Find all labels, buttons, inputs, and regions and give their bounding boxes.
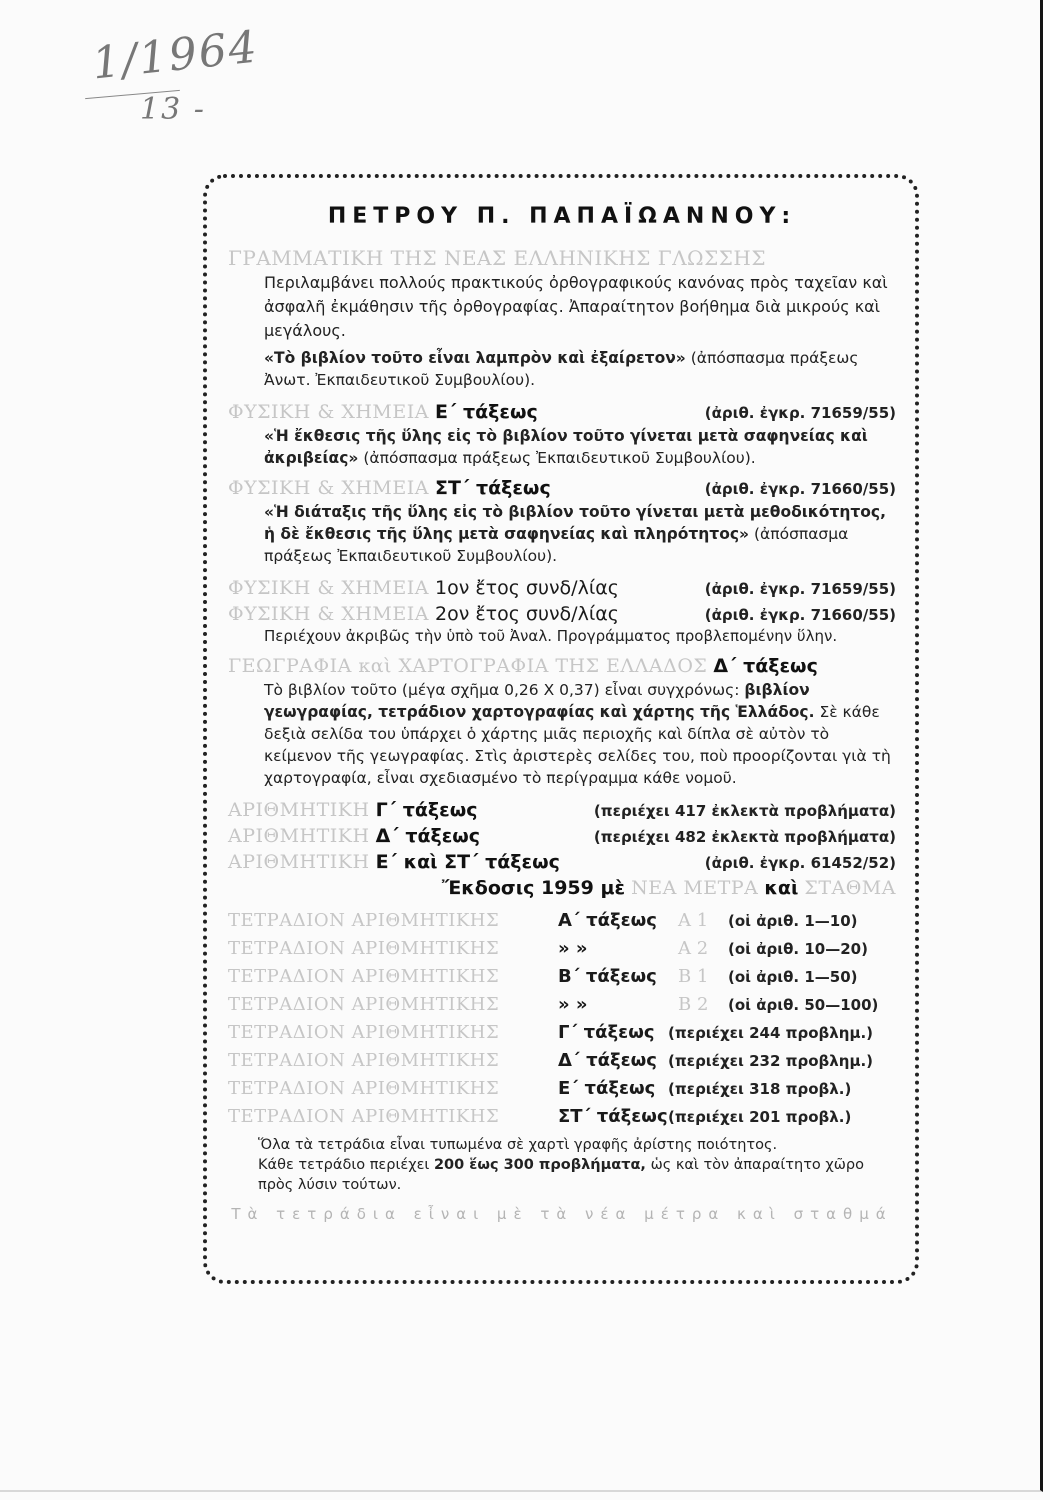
geography-desc-b: Σὲ κάθε δεξιὰ σελίδα του ὑπάρχει ὁ χάρτης μιᾶς περιοχῆς καὶ δίπλα σὲ αὐτὸν τὸ κείμενον τῆς γεωγραφίας. Στὶς ἀριστερὲς σελίδες του, ποὺ προορίζονται γιὰ τὴ χαρτογραφία, εἶναι σχεδιασμένο τὸ περίγραμμα κάθε νομοῦ. [264, 703, 891, 787]
physics-approval: (ἀριθ. ἐγκρ. 71659/55) [704, 580, 896, 598]
notebook-note-line1: Ὅλα τὰ τετράδια εἶναι τυπωμένα σὲ χαρτὶ γραφῆς ἀρίστης ποιότητος. [258, 1137, 778, 1153]
notebook-list [228, 907, 896, 1131]
edition-new-measures: ΝΕΑ ΜΕΤΡΑ [631, 877, 759, 899]
arithmetic-info: (περιέχει 482 ἐκλεκτὰ προβλήματα) [593, 828, 896, 846]
physics-entry-3 [228, 575, 896, 601]
handwritten-date: 1/1964 [89, 21, 262, 90]
arithmetic-entry-3 [228, 849, 896, 875]
notebook-note-line2 [258, 1155, 896, 1195]
physics-entry-4 [228, 601, 896, 627]
physics-quote-text: «Ἡ διάταξις τῆς ὕλης εἰς τὸ βιβλίον τοῦτο γίνεται μετὰ μεθοδικότητος, ἡ δὲ ἔκθεσις τῆς ὕλης μετὰ σαφηνείας καὶ πληρότητος» [264, 503, 886, 543]
handwritten-number: 13 - [140, 92, 206, 127]
notebook-code: Α 1 [678, 910, 709, 931]
notebook-info: (οἱ ἀριθ. 1—10) [728, 912, 858, 930]
grammar-quote-source: (ἀπόσπασμα πράξεως Ἀνωτ. Ἐκπαιδευτικοῦ Συμβουλίου). [264, 349, 859, 389]
notebook-title: ΤΕΤΡΑΔΙΟΝ ΑΡΙΘΜΗΤΙΚΗΣ [228, 1050, 500, 1071]
notebook-row [228, 1047, 896, 1075]
notebook-note-line2b: ὡς καὶ τὸν ἀπαραίτητο χῶρο πρὸς λύσιν τούτων. [258, 1157, 864, 1193]
physics-entry-1 [228, 399, 896, 425]
notebook-title: ΤΕΤΡΑΔΙΟΝ ΑΡΙΘΜΗΤΙΚΗΣ [228, 910, 500, 931]
notebook-code: Β 1 [678, 966, 709, 987]
notebook-title: ΤΕΤΡΑΔΙΟΝ ΑΡΙΘΜΗΤΙΚΗΣ [228, 1022, 500, 1043]
physics-title: ΦΥΣΙΚΗ & ΧΗΜΕΙΑ [228, 401, 429, 423]
physics-approval: (ἀριθ. ἐγκρ. 71660/55) [704, 480, 896, 498]
notebook-grade: Δ΄ τάξεως [558, 1050, 657, 1071]
notebook-row [228, 1075, 896, 1103]
physics-entry-2 [228, 475, 896, 501]
arithmetic-grade: Ε΄ καὶ ΣΤ΄ τάξεως [375, 851, 560, 873]
notebook-row [228, 991, 896, 1019]
grammar-quote [264, 347, 896, 391]
notebook-info: (περιέχει 318 προβλ.) [668, 1080, 852, 1098]
notebook-grade: Ε΄ τάξεως [558, 1078, 656, 1099]
notebook-info: (περιέχει 201 προβλ.) [668, 1108, 852, 1126]
physics-quote-text: «Ἡ ἔκθεσις τῆς ὕλης εἰς τὸ βιβλίον τοῦτο γίνεται μετὰ σαφηνείας καὶ ἀκριβείας» [264, 427, 868, 467]
catalog-content [228, 198, 896, 1223]
geography-heading [228, 653, 896, 679]
notebook-info: (οἱ ἀριθ. 1—50) [728, 968, 858, 986]
edition-line [228, 875, 896, 901]
physics-quote-source: (ἀπόσπασμα πράξεως Ἐκπαιδευτικοῦ Συμβουλίου). [264, 525, 849, 565]
physics-title: ΦΥΣΙΚΗ & ΧΗΜΕΙΑ [228, 603, 429, 625]
edition-and: καὶ [764, 877, 799, 899]
physics-approval: (ἀριθ. ἐγκρ. 71660/55) [704, 606, 896, 624]
notebook-title: ΤΕΤΡΑΔΙΟΝ ΑΡΙΘΜΗΤΙΚΗΣ [228, 966, 500, 987]
grammar-description: Περιλαμβάνει πολλούς πρακτικούς ὀρθογραφικούς κανόνας πρὸς ταχεῖαν καὶ ἀσφαλῆ ἐκμάθησιν τῆς ὀρθογραφίας. Ἀπαραίτητον βοήθημα διὰ μικρούς καὶ μεγάλους. [264, 273, 888, 340]
arithmetic-grade: Δ΄ τάξεως [375, 825, 481, 847]
physics-note: Περιέχουν ἀκριβῶς τὴν ὑπὸ τοῦ Ἀναλ. Προγράμματος προβλεπομένην ὕλην. [264, 627, 838, 645]
geography-desc-bold: βιβλίον γεωγραφίας, τετράδιον χαρτογραφίας καὶ χάρτης τῆς Ἑλλάδος. [264, 681, 815, 721]
edition-weights: ΣΤΑΘΜΑ [804, 877, 896, 899]
arithmetic-title: ΑΡΙΘΜΗΤΙΚΗ [228, 851, 370, 873]
arithmetic-title: ΑΡΙΘΜΗΤΙΚΗ [228, 799, 370, 821]
notebook-info: (περιέχει 244 προβλημ.) [668, 1024, 874, 1042]
geography-desc-a: Τὸ βιβλίον τοῦτο (μέγα σχῆμα 0,26 Χ 0,37) εἶναι συγχρόνως: [264, 681, 740, 699]
physics-grade: 1ον ἔτος συνδ/λίας [435, 577, 619, 599]
notebook-row [228, 935, 896, 963]
notebook-note-line2a: Κάθε τετράδιο περιέχει [258, 1157, 430, 1173]
notebook-note [258, 1135, 896, 1195]
arithmetic-info: (περιέχει 417 ἐκλεκτὰ προβλήματα) [593, 802, 896, 820]
notebook-grade: ΣΤ΄ τάξεως [558, 1106, 668, 1127]
arithmetic-entry-1 [228, 797, 896, 823]
physics-quote-1 [264, 425, 896, 469]
physics-quote-2 [264, 501, 896, 567]
bottom-line: Τὰ τετράδια εἶναι μὲ τὰ νέα μέτρα καὶ σταθμά [231, 1205, 893, 1223]
edition-prefix: Ἔκδοσις 1959 μὲ [441, 877, 626, 899]
notebook-code: Α 2 [678, 938, 709, 959]
geography-grade: Δ΄ τάξεως [713, 655, 818, 677]
notebook-title: ΤΕΤΡΑΔΙΟΝ ΑΡΙΘΜΗΤΙΚΗΣ [228, 938, 500, 959]
notebook-note-bold: 200 ἕως 300 προβλήματα, [433, 1157, 646, 1173]
arithmetic-info: (ἀριθ. ἐγκρ. 61452/52) [704, 854, 896, 872]
author-heading: ΠΕΤΡΟΥ Π. ΠΑΠΑΪΩΑΝΝΟΥ: [327, 204, 797, 229]
notebook-info: (οἱ ἀριθ. 10—20) [728, 940, 868, 958]
physics-grade: ΣΤ΄ τάξεως [435, 477, 551, 499]
notebook-row [228, 963, 896, 991]
notebook-title: ΤΕΤΡΑΔΙΟΝ ΑΡΙΘΜΗΤΙΚΗΣ [228, 1078, 500, 1099]
notebook-info: (οἱ ἀριθ. 50—100) [728, 996, 879, 1014]
arithmetic-title: ΑΡΙΘΜΗΤΙΚΗ [228, 825, 370, 847]
arithmetic-entry-2 [228, 823, 896, 849]
physics-quote-source: (ἀπόσπασμα πράξεως Ἐκπαιδευτικοῦ Συμβουλίου). [363, 449, 756, 467]
notebook-grade: Γ΄ τάξεως [558, 1022, 655, 1043]
notebook-title: ΤΕΤΡΑΔΙΟΝ ΑΡΙΘΜΗΤΙΚΗΣ [228, 1106, 500, 1127]
notebook-grade: Α΄ τάξεως [558, 910, 657, 931]
notebook-grade: Β΄ τάξεως [558, 966, 657, 987]
notebook-row [228, 1103, 896, 1131]
arithmetic-grade: Γ΄ τάξεως [375, 799, 478, 821]
geography-title: ΓΕΩΓΡΑΦΙΑ καὶ ΧΑΡΤΟΓΡΑΦΙΑ ΤΗΣ ΕΛΛΑΔΟΣ [228, 655, 708, 677]
grammar-quote-bold: «Τὸ βιβλίον τοῦτο εἶναι λαμπρὸν καὶ ἐξαίρετον» [264, 349, 686, 367]
notebook-code: Β 2 [678, 994, 709, 1015]
physics-grade: 2ον ἔτος συνδ/λίας [435, 603, 619, 625]
notebook-grade: » » [558, 994, 588, 1015]
grammar-title: ΓΡΑΜΜΑΤΙΚΗ ΤΗΣ ΝΕΑΣ ΕΛΛΗΝΙΚΗΣ ΓΛΩΣΣΗΣ [228, 246, 766, 270]
notebook-title: ΤΕΤΡΑΔΙΟΝ ΑΡΙΘΜΗΤΙΚΗΣ [228, 994, 500, 1015]
notebook-grade: » » [558, 938, 588, 959]
notebook-row [228, 907, 896, 935]
physics-title: ΦΥΣΙΚΗ & ΧΗΜΕΙΑ [228, 577, 429, 599]
notebook-row [228, 1019, 896, 1047]
notebook-info: (περιέχει 232 προβλημ.) [668, 1052, 874, 1070]
geography-description [264, 679, 896, 789]
physics-grade: Ε΄ τάξεως [435, 401, 538, 423]
physics-title: ΦΥΣΙΚΗ & ΧΗΜΕΙΑ [228, 477, 429, 499]
physics-approval: (ἀριθ. ἐγκρ. 71659/55) [704, 404, 896, 422]
